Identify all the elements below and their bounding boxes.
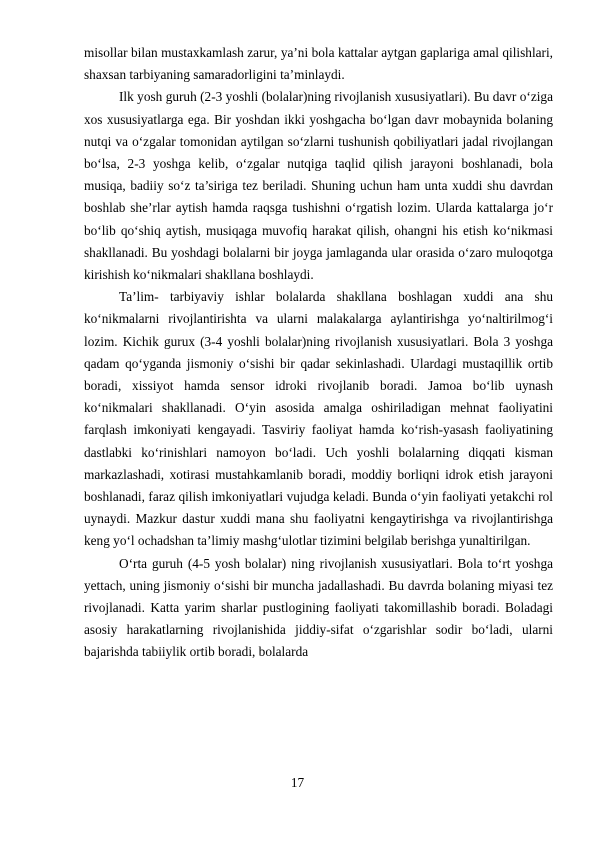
paragraph-early-age-group: Ilk yosh guruh (2-3 yoshli (bolalar)ning rivojlanish xususiyatlari). Bu davr o‘ziga xos xususiyatlarga ega. Bir yoshdan ikki yoshgacha bo‘lgan davr mobaynida bolaning nutqi va o‘zgalar tomonidan aytilgan so‘zlarni tushunish qobiliyatlari jadal rivojlangan bo‘lsa, 2-3 yoshga kelib, o‘zgalar nutqiga taqlid qilish jarayoni boshlanadi, bola musiqa, badiiy so‘z ta’siriga tez beriladi. Shuning uchun ham unta xuddi shu davrdan boshlab she’rlar aytish hamda raqsga tushishni o‘rgatish lozim. Ularda kattalarga jo‘r bo‘lib qo‘shiq aytish, musiqaga muvofiq harakat qilish, ohangni his etish ko‘nikmasi shakllanadi. Bu yoshdagi bolalarni bir joyga jamlaganda ular orasida o‘zaro muloqotga kirishish ko‘nikmalari shakllana boshlaydi. [84,89,553,283]
paragraph-middle-group: O‘rta guruh (4-5 yosh bolalar) ning rivojlanish xususiyatlari. Bola to‘rt yoshga yettach, uning jismoniy o‘sishi bir muncha jadallashadi. Bu davrda bolaning miyasi tez rivojlanadi. Katta yarim sharlar pustlogining faoliyati takomillashib boradi. Boladagi asosiy harakatlarning rivojlanishida jiddiy-sifat o‘zgarishlar sodir bo‘ladi, ularni bajarishda tabiiylik ortib boradi, bolalarda [84,555,553,660]
paragraph-continuation: misollar bilan mustaxkamlash zarur, ya’ni bola kattalar aytgan gaplariga amal qilishlari, shaxsan tarbiyaning samaradorligini ta’minlaydi. [84,45,553,83]
body-text [84,42,553,664]
page-number: 17 [290,775,305,790]
paragraph-younger-group: Ta’lim- tarbiyaviy ishlar bolalarda shakllana boshlagan xuddi ana shu ko‘nikmalarni rivojlantirishta va ularni malakalarga aylantirishga yo‘naltirilmog‘i lozim. Kichik gurux (3-4 yoshli bolalar)ning rivojlanish xususiyatlari. Bola 3 yoshga qadam qo‘yganda jismoniy o‘sishi bir qadar sekinlashadi. Ulardagi mustaqillik ortib boradi, xissiyot hamda sensor idroki rivojlanib boradi. Jamoa bo‘lib uynash ko‘nikmalari shakllanadi. O‘yin asosida amalga oshiriladigan mehnat faoliyatini farqlash imkoniyati kengayadi. Tasviriy faoliyat hamda ko‘rish-yasash faoliyatining dastlabki ko‘rinishlari namoyon bo‘ladi. Uch yoshli bolalarning diqqati kisman markazlashadi, xotirasi mustahkamlanib boradi, moddiy borliqni idrok etish jarayoni boshlanadi, faraz qilish imkoniyatlari vujudga keladi. Bunda o‘yin faoliyati yetakchi rol uynaydi. Mazkur dastur xuddi mana shu faoliyatni kengaytirishga va rivojlantirishga keng yo‘l ochadshan ta’limiy mashg‘ulotlar tizimini belgilab berishga yunaltirilgan. [84,289,553,549]
